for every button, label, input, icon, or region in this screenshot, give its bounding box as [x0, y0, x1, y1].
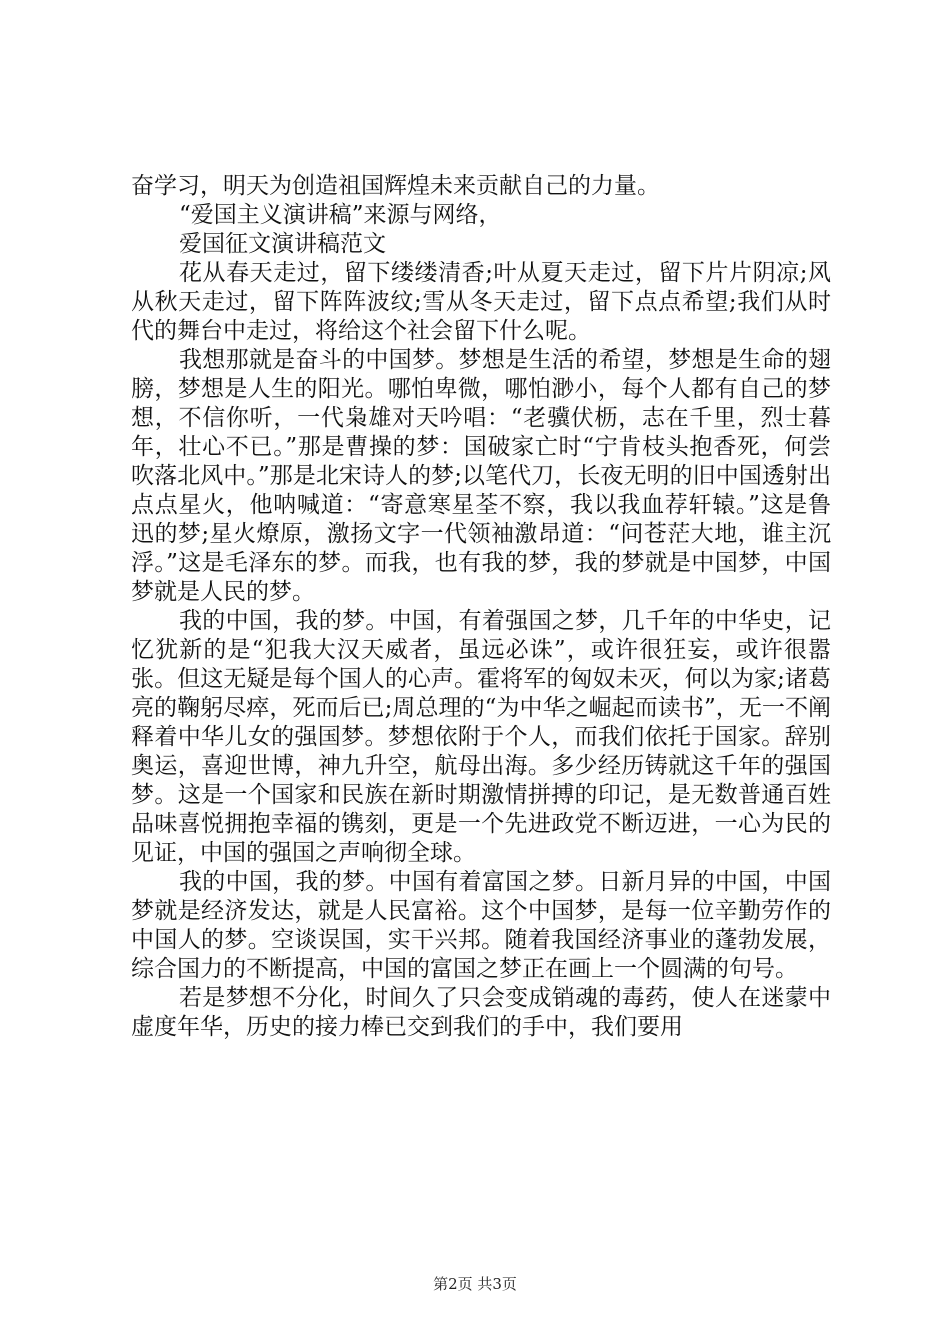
- page-number-footer: 第2页 共3页: [433, 1275, 517, 1293]
- paragraph-2: “爱国主义演讲稿”来源与网络，: [179, 202, 502, 228]
- paragraph-1: 奋学习，明天为创造祖国辉煌未来贡献自己的力量。: [131, 173, 660, 199]
- paragraph-8: 若是梦想不分化，时间久了只会变成销魂的毒药，使人在迷蒙中虚度年华，历史的接力棒已交到我们的手中，我们要用: [131, 985, 831, 1040]
- section-title: 爱国征文演讲稿范文: [179, 231, 386, 257]
- paragraph-4: 花从春天走过，留下缕缕清香;叶从夏天走过，留下片片阴凉;风从秋天走过，留下阵阵波纹;雪从冬天走过，留下点点希望;我们从时代的舞台中走过，将给这个社会留下什么呢。: [131, 260, 831, 344]
- paragraph-7: 我的中国，我的梦。中国有着富国之梦。日新月异的中国，中国梦就是经济发达，就是人民富裕。这个中国梦，是每一位辛勤劳作的中国人的梦。空谈误国，实干兴邦。随着我国经济事业的蓬勃发展，综合国力的不断提高，中国的富国之梦正在画上一个圆满的句号。: [131, 869, 831, 982]
- document-body: [131, 172, 831, 1042]
- paragraph-6: 我的中国，我的梦。中国，有着强国之梦，几千年的中华史，记忆犹新的是“犯我大汉天威者，虽远必诛”，或许很狂妄，或许很嚣张。但这无疑是每个国人的心声。霍将军的匈奴未灭，何以为家;诸葛亮的鞠躬尽瘁，死而后已;周总理的“为中华之崛起而读书”，无一不阐释着中华儿女的强国梦。梦想依附于个人，而我们依托于国家。辞别奥运，喜迎世博，神九升空，航母出海。多少经历铸就这千年的强国梦。这是一个国家和民族在新时期激情拼搏的印记，是无数普通百姓品味喜悦拥抱幸福的镌刻，更是一个先进政党不断迈进，一心为民的见证，中国的强国之声响彻全球。: [131, 608, 831, 866]
- paragraph-5: 我想那就是奋斗的中国梦。梦想是生活的希望，梦想是生命的翅膀，梦想是人生的阳光。哪怕卑微，哪怕渺小，每个人都有自己的梦想，不信你听，一代枭雄对天吟唱：“老骥伏枥，志在千里，烈士暮年，壮心不已。”那是曹操的梦：国破家亡时“宁肯枝头抱香死，何尝吹落北风中。”那是北宋诗人的梦;以笔代刀，长夜无明的旧中国透射出点点星火，他呐喊道：“寄意寒星荃不察，我以我血荐轩辕。”这是鲁迅的梦;星火燎原，激扬文字一代领袖激昂道：“问苍茫大地，谁主沉浮。”这是毛泽东的梦。而我，也有我的梦，我的梦就是中国梦，中国梦就是人民的梦。: [131, 347, 831, 605]
